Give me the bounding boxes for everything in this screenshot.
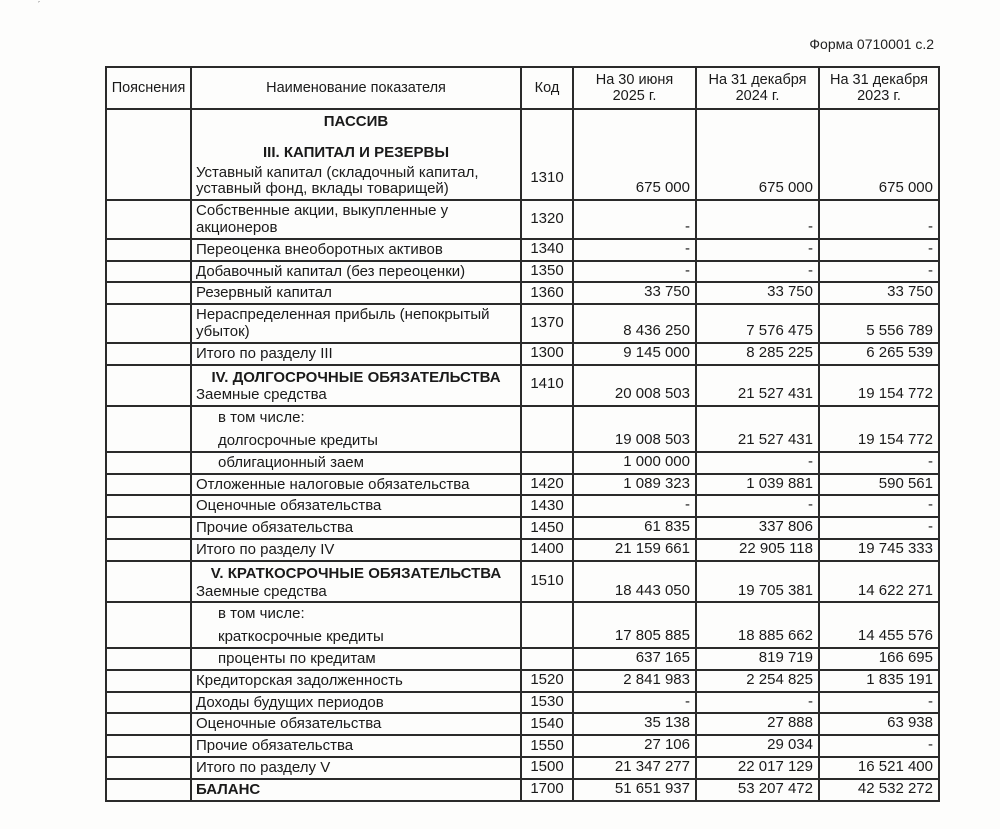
value-2023-cell: 5 556 789 <box>819 304 939 343</box>
value-2024-cell: 27 888 <box>696 713 819 735</box>
table-body <box>106 109 939 801</box>
value-2023-cell: 166 695 <box>819 648 939 670</box>
indicator-name-cell <box>191 735 521 757</box>
value-2024-cell: - <box>696 239 819 261</box>
value-2024-cell: 2 254 825 <box>696 670 819 692</box>
value-2023-cell: - <box>819 200 939 239</box>
indicator-name-cell <box>191 109 521 200</box>
code-cell <box>521 648 573 670</box>
value-2025-cell: 18 443 050 <box>573 561 696 603</box>
table-row <box>106 495 939 517</box>
indicator-name-cell <box>191 343 521 365</box>
table-row <box>106 539 939 561</box>
code-cell: 1530 <box>521 692 573 714</box>
section-heading: IV. ДОЛГОСРОЧНЫЕ ОБЯЗАТЕЛЬСТВА <box>211 368 501 386</box>
value-2025-cell: 27 106 <box>573 735 696 757</box>
value-2023-cell: 19 154 772 <box>819 406 939 452</box>
value-2025-cell: - <box>573 261 696 283</box>
value-2024-cell: 7 576 475 <box>696 304 819 343</box>
indicator-name-cell <box>191 282 521 304</box>
value-2025-cell: 35 138 <box>573 713 696 735</box>
value-2024-cell: - <box>696 495 819 517</box>
section-heading: III. КАПИТАЛ И РЕЗЕРВЫ <box>263 143 449 161</box>
code-cell: 1350 <box>521 261 573 283</box>
table-row <box>106 757 939 779</box>
scan-artifact-mark: ˊ <box>37 0 41 12</box>
explanations-cell <box>106 282 191 304</box>
indicator-name: Переоценка внеоборотных активов <box>196 240 443 258</box>
value-2023-cell: 19 154 772 <box>819 365 939 407</box>
table-row <box>106 474 939 496</box>
value-2025-cell: 17 805 885 <box>573 602 696 648</box>
code-cell <box>521 406 573 452</box>
value-2025-cell: 1 000 000 <box>573 452 696 474</box>
code-cell: 1550 <box>521 735 573 757</box>
indicator-name: Отложенные налоговые обязательства <box>196 475 470 493</box>
table-row <box>106 735 939 757</box>
value-2025-cell: 19 008 503 <box>573 406 696 452</box>
value-2025-cell: 33 750 <box>573 282 696 304</box>
indicator-name-cell <box>191 200 521 239</box>
indicator-name: Прочие обязательства <box>196 519 354 537</box>
header-cell-date-2025: На 30 июня 2025 г. <box>573 67 696 109</box>
table-row <box>106 109 939 200</box>
value-2024-cell: - <box>696 200 819 239</box>
indicator-name: Итого по разделу IV <box>196 540 335 558</box>
code-cell <box>521 452 573 474</box>
value-2025-cell: 2 841 983 <box>573 670 696 692</box>
indicator-name-cell <box>191 239 521 261</box>
explanations-cell <box>106 735 191 757</box>
value-2023-cell: 14 455 576 <box>819 602 939 648</box>
value-2024-cell: 22 017 129 <box>696 757 819 779</box>
value-2023-cell: 6 265 539 <box>819 343 939 365</box>
table-row <box>106 304 939 343</box>
explanations-cell <box>106 713 191 735</box>
value-2025-cell: 51 651 937 <box>573 779 696 801</box>
code-cell: 1520 <box>521 670 573 692</box>
value-2023-cell: 590 561 <box>819 474 939 496</box>
value-2024-cell: 22 905 118 <box>696 539 819 561</box>
indicator-name: БАЛАНС <box>196 780 261 798</box>
indicator-name-cell <box>191 452 521 474</box>
table-row <box>106 517 939 539</box>
table-row <box>106 261 939 283</box>
explanations-cell <box>106 239 191 261</box>
indicator-name-cell <box>191 261 521 283</box>
indicator-name: Кредиторская задолженность <box>196 671 403 689</box>
value-2025-cell: - <box>573 200 696 239</box>
header-row <box>106 67 939 109</box>
explanations-cell <box>106 648 191 670</box>
value-2023-cell: 16 521 400 <box>819 757 939 779</box>
value-2025-cell: 21 347 277 <box>573 757 696 779</box>
explanations-cell <box>106 474 191 496</box>
value-2023-cell: - <box>819 495 939 517</box>
code-cell: 1360 <box>521 282 573 304</box>
code-cell: 1340 <box>521 239 573 261</box>
form-label: Форма 0710001 с.2 <box>809 36 934 52</box>
indicator-name: Заемные средства <box>196 386 327 404</box>
value-2024-cell: 8 285 225 <box>696 343 819 365</box>
explanations-cell <box>106 343 191 365</box>
value-2025-cell: 20 008 503 <box>573 365 696 407</box>
indicator-name-cell <box>191 670 521 692</box>
indicator-name-cell <box>191 648 521 670</box>
indicator-name-cell <box>191 495 521 517</box>
indicator-name: Итого по разделу III <box>196 344 333 362</box>
table-row <box>106 200 939 239</box>
value-2023-cell: - <box>819 517 939 539</box>
indicator-name: Доходы будущих периодов <box>196 693 384 711</box>
value-2024-cell: 337 806 <box>696 517 819 539</box>
value-2023-cell: 63 938 <box>819 713 939 735</box>
indicator-name: Резервный капитал <box>196 284 332 302</box>
indicator-name: Оценочные обязательства <box>196 497 382 515</box>
table-row <box>106 648 939 670</box>
table-row <box>106 282 939 304</box>
value-2025-cell: 1 089 323 <box>573 474 696 496</box>
indicator-name: Итого по разделу V <box>196 758 331 776</box>
value-2024-cell: - <box>696 452 819 474</box>
value-2025-cell: 9 145 000 <box>573 343 696 365</box>
value-2024-cell: 53 207 472 <box>696 779 819 801</box>
table-row <box>106 239 939 261</box>
value-2025-cell: - <box>573 692 696 714</box>
value-2025-cell: 8 436 250 <box>573 304 696 343</box>
value-2024-cell: - <box>696 692 819 714</box>
table-row <box>106 670 939 692</box>
indicator-name-cell <box>191 779 521 801</box>
explanations-cell <box>106 495 191 517</box>
value-2025-cell: - <box>573 495 696 517</box>
indicator-name: облигационный заем <box>218 453 364 471</box>
value-2023-cell: - <box>819 692 939 714</box>
value-2023-cell: - <box>819 261 939 283</box>
table-row <box>106 561 939 603</box>
indicator-name: долгосрочные кредиты <box>218 431 378 449</box>
section-heading: V. КРАТКОСРОЧНЫЕ ОБЯЗАТЕЛЬСТВА <box>210 564 502 582</box>
explanations-cell <box>106 406 191 452</box>
value-2023-cell: 19 745 333 <box>819 539 939 561</box>
header-cell-date-2024: На 31 декабря 2024 г. <box>696 67 819 109</box>
header-cell-explanations: Пояснения <box>106 67 191 109</box>
explanations-cell <box>106 261 191 283</box>
value-2024-cell: 819 719 <box>696 648 819 670</box>
table-row <box>106 692 939 714</box>
code-cell <box>521 602 573 648</box>
value-2024-cell: 29 034 <box>696 735 819 757</box>
explanations-cell <box>106 561 191 603</box>
value-2025-cell: 675 000 <box>573 109 696 200</box>
explanations-cell <box>106 539 191 561</box>
indicator-name-cell <box>191 602 521 648</box>
code-cell: 1410 <box>521 365 573 407</box>
value-2025-cell: - <box>573 239 696 261</box>
value-2024-cell: 19 705 381 <box>696 561 819 603</box>
indicator-name-cell <box>191 561 521 603</box>
explanations-cell <box>106 365 191 407</box>
explanations-cell <box>106 452 191 474</box>
value-2025-cell: 637 165 <box>573 648 696 670</box>
indicator-name-cell <box>191 517 521 539</box>
value-2024-cell: 675 000 <box>696 109 819 200</box>
code-cell: 1510 <box>521 561 573 603</box>
code-cell: 1540 <box>521 713 573 735</box>
value-2023-cell: 42 532 272 <box>819 779 939 801</box>
code-cell: 1400 <box>521 539 573 561</box>
value-2024-cell: 18 885 662 <box>696 602 819 648</box>
including-label: в том числе: <box>218 605 305 623</box>
code-cell: 1300 <box>521 343 573 365</box>
indicator-name-cell <box>191 406 521 452</box>
indicator-name-cell <box>191 539 521 561</box>
code-cell: 1420 <box>521 474 573 496</box>
explanations-cell <box>106 602 191 648</box>
indicator-name: Заемные средства <box>196 582 327 600</box>
header-cell-date-2023: На 31 декабря 2023 г. <box>819 67 939 109</box>
code-cell: 1700 <box>521 779 573 801</box>
indicator-name: краткосрочные кредиты <box>218 628 384 646</box>
value-2024-cell: - <box>696 261 819 283</box>
value-2024-cell: 33 750 <box>696 282 819 304</box>
indicator-name: Собственные акции, выкупленные у акционеров <box>196 202 449 236</box>
explanations-cell <box>106 779 191 801</box>
indicator-name: проценты по кредитам <box>218 649 376 667</box>
explanations-cell <box>106 304 191 343</box>
indicator-name-cell <box>191 365 521 407</box>
including-label: в том числе: <box>218 409 305 427</box>
value-2025-cell: 61 835 <box>573 517 696 539</box>
table-row <box>106 365 939 407</box>
header-cell-code: Код <box>521 67 573 109</box>
balance-sheet-table <box>105 66 940 802</box>
code-cell: 1310 <box>521 109 573 200</box>
value-2024-cell: 21 527 431 <box>696 365 819 407</box>
indicator-name: Оценочные обязательства <box>196 715 382 733</box>
indicator-name: Прочие обязательства <box>196 737 354 755</box>
value-2023-cell: - <box>819 239 939 261</box>
table-row <box>106 713 939 735</box>
code-cell: 1320 <box>521 200 573 239</box>
explanations-cell <box>106 757 191 779</box>
value-2024-cell: 21 527 431 <box>696 406 819 452</box>
code-cell: 1450 <box>521 517 573 539</box>
indicator-name: Нераспределенная прибыль (непокрытый убыток) <box>196 306 490 340</box>
value-2023-cell: - <box>819 452 939 474</box>
indicator-name: Уставный капитал (складочный капитал, уставный фонд, вклады товарищей) <box>196 163 479 198</box>
indicator-name-cell <box>191 474 521 496</box>
explanations-cell <box>106 692 191 714</box>
value-2023-cell: - <box>819 735 939 757</box>
explanations-cell <box>106 517 191 539</box>
value-2023-cell: 1 835 191 <box>819 670 939 692</box>
value-2023-cell: 14 622 271 <box>819 561 939 603</box>
value-2025-cell: 21 159 661 <box>573 539 696 561</box>
indicator-name-cell <box>191 757 521 779</box>
indicator-name-cell <box>191 713 521 735</box>
explanations-cell <box>106 109 191 200</box>
header-cell-indicator-name: Наименование показателя <box>191 67 521 109</box>
table-row <box>106 602 939 648</box>
table-row <box>106 406 939 452</box>
table-row <box>106 452 939 474</box>
code-cell: 1370 <box>521 304 573 343</box>
indicator-name: Добавочный капитал (без переоценки) <box>196 262 466 280</box>
section-heading: ПАССИВ <box>323 113 389 130</box>
table-row <box>106 343 939 365</box>
code-cell: 1430 <box>521 495 573 517</box>
explanations-cell <box>106 200 191 239</box>
explanations-cell <box>106 670 191 692</box>
table-row <box>106 779 939 801</box>
value-2023-cell: 675 000 <box>819 109 939 200</box>
value-2023-cell: 33 750 <box>819 282 939 304</box>
code-cell: 1500 <box>521 757 573 779</box>
indicator-name-cell <box>191 304 521 343</box>
value-2024-cell: 1 039 881 <box>696 474 819 496</box>
indicator-name-cell <box>191 692 521 714</box>
